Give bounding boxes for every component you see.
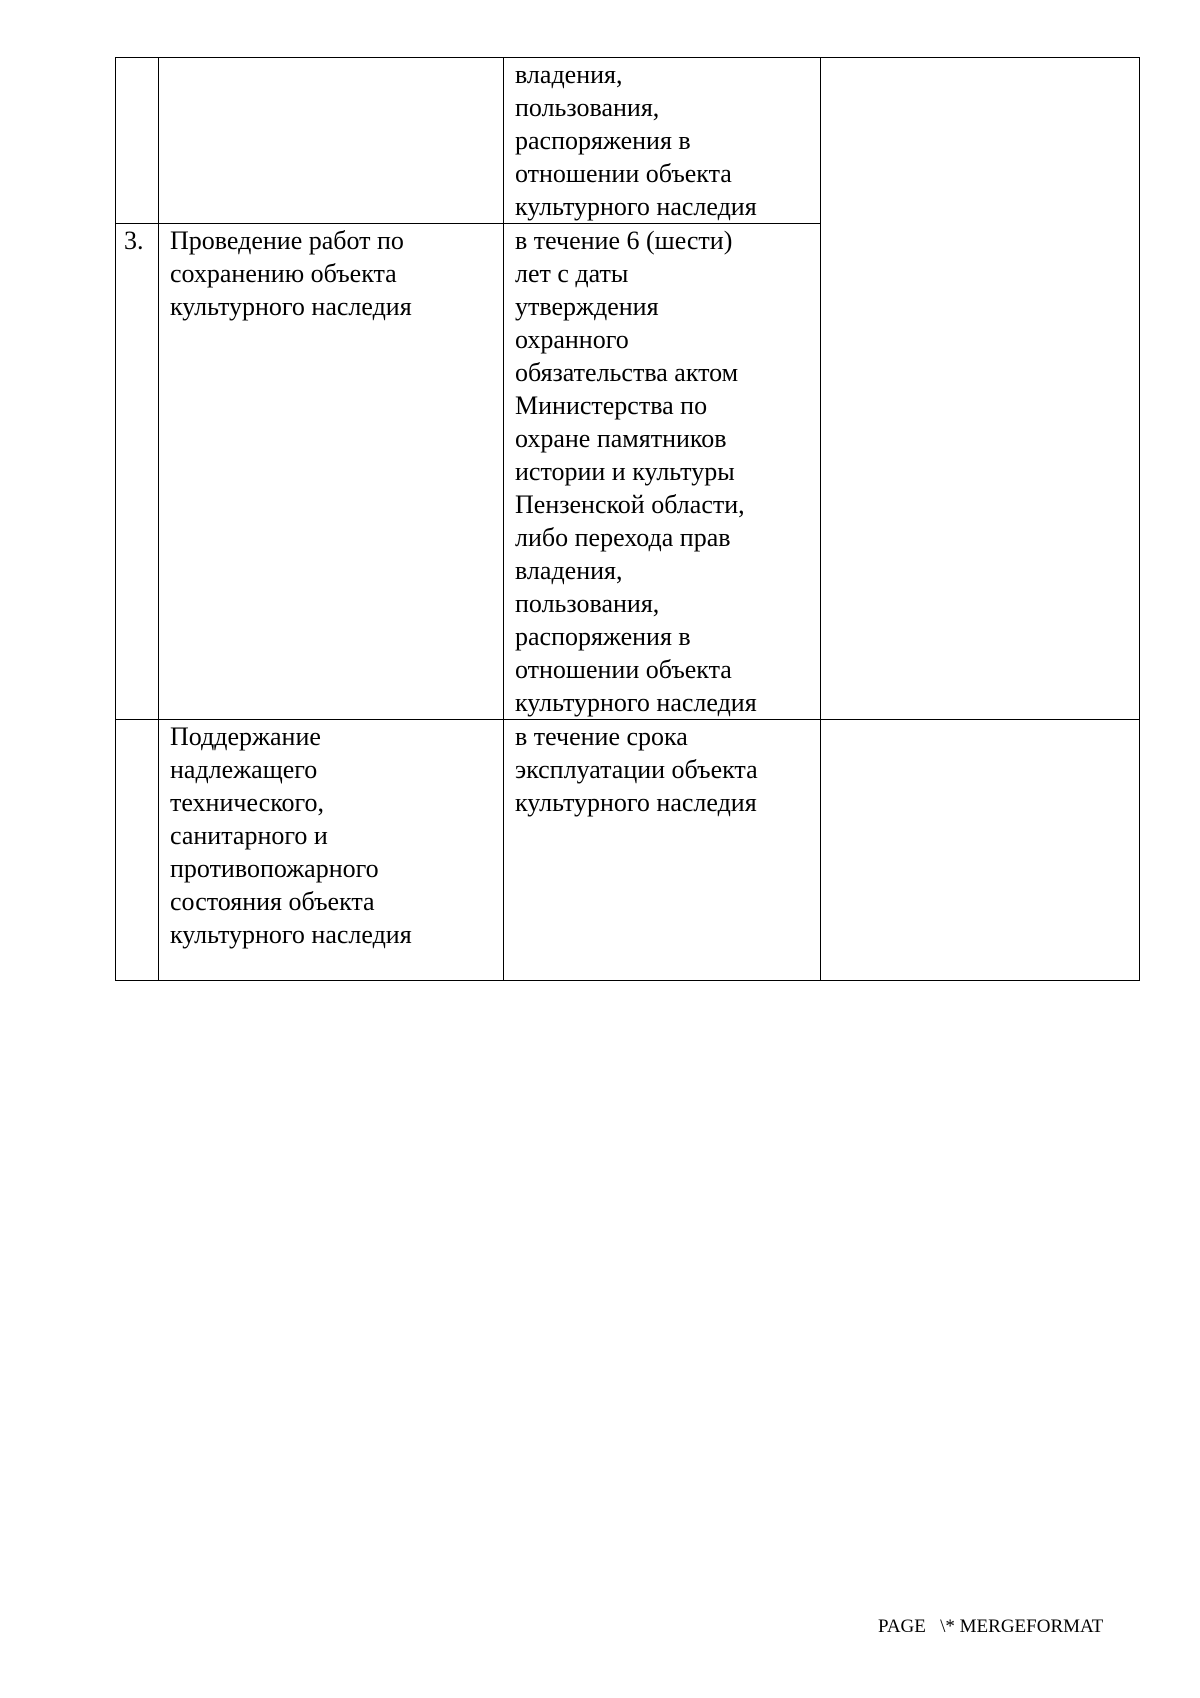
term-cell: в течение срока эксплуатации объекта культурного наследия: [504, 720, 821, 981]
row-number-cell: [116, 58, 159, 224]
page-number-field: PAGE \* MERGEFORMAT: [878, 1616, 1104, 1637]
work-description-cell: [159, 58, 504, 224]
table-row: [116, 58, 1140, 224]
row-number-cell: [116, 720, 159, 981]
table-row: [116, 224, 1140, 720]
work-description-cell: Поддержание надлежащего технического, санитарного и противопожарного состояния объекта культурного наследия: [159, 720, 504, 981]
term-cell: владения, пользования, распоряжения в отношении объекта культурного наследия: [504, 58, 821, 224]
note-cell: [821, 58, 1140, 224]
note-cell: [821, 224, 1140, 720]
work-description-cell: Проведение работ по сохранению объекта культурного наследия: [159, 224, 504, 720]
term-cell: в течение 6 (шести) лет с даты утверждения охранного обязательства актом Министерства по охране памятников истории и культуры Пензенской области, либо перехода прав владения, пользования, распоряжения в отношении объекта культурного наследия: [504, 224, 821, 720]
obligations-table: [115, 57, 1140, 981]
row-number-cell: 3.: [116, 224, 159, 720]
note-cell: [821, 720, 1140, 981]
table-row: [116, 720, 1140, 981]
